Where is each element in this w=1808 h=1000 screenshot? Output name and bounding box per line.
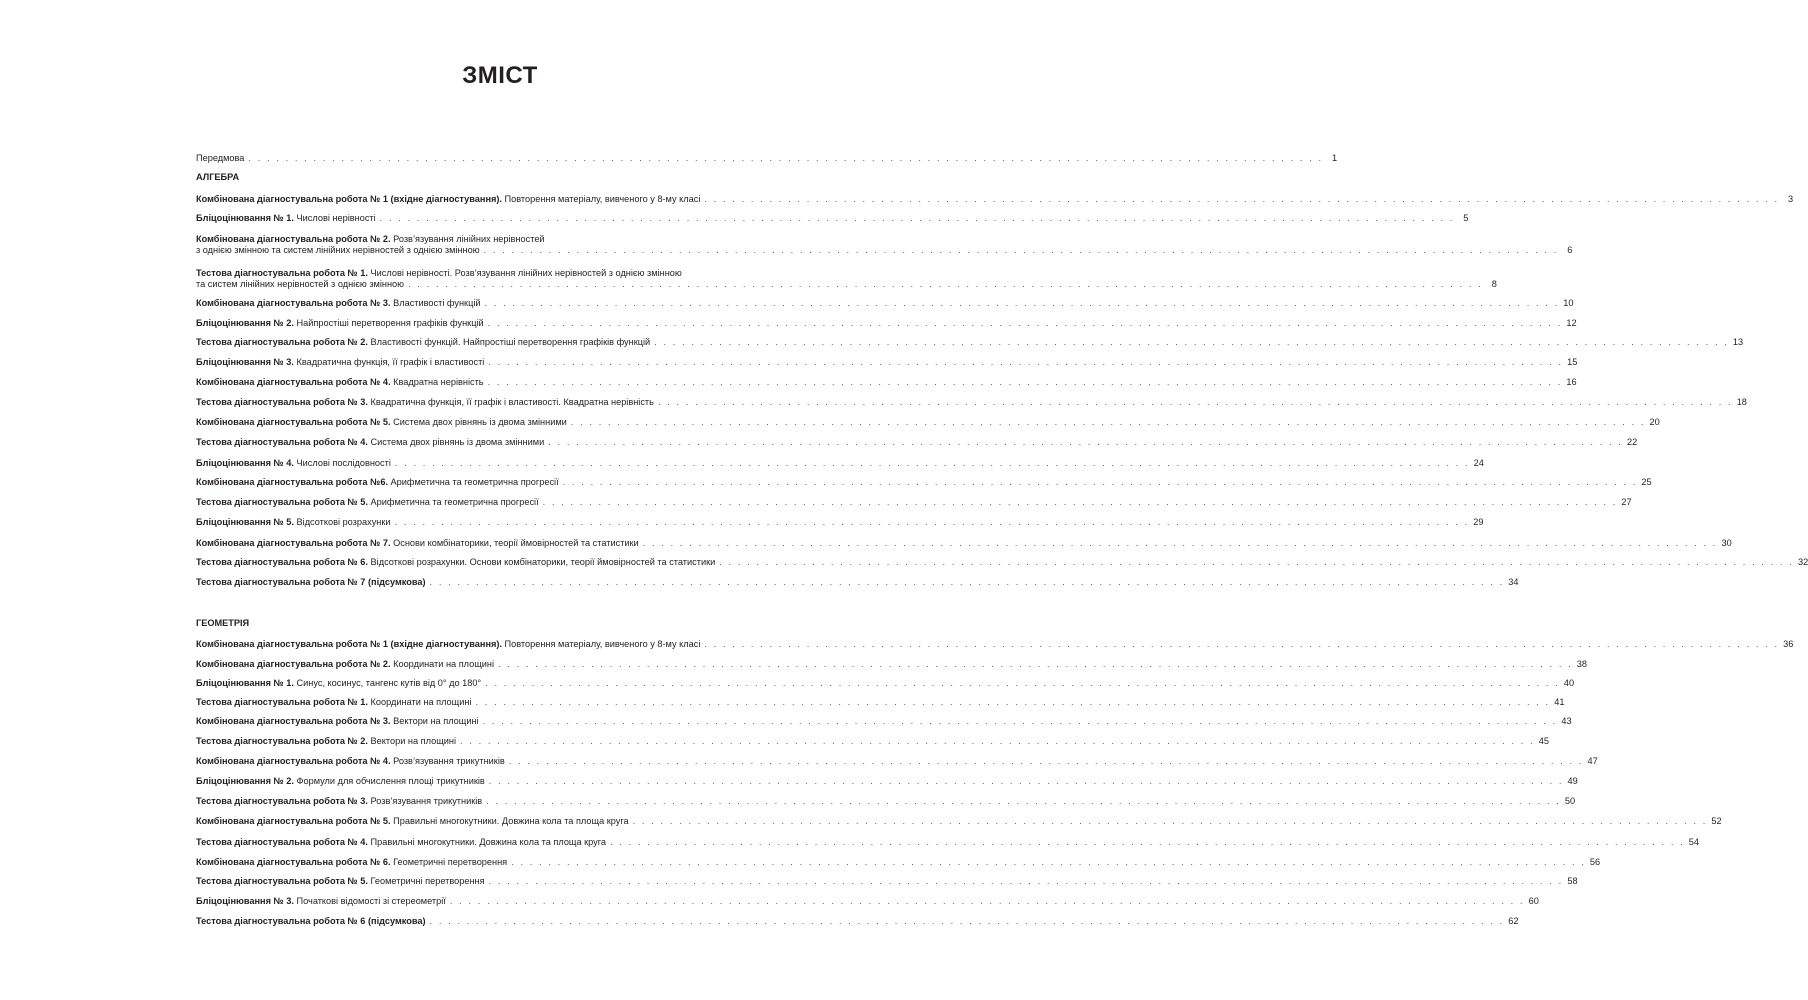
toc-entry-work: Комбінована діагностувальна робота № 4.	[196, 756, 391, 766]
toc-entry-topic: Квадратна нерівність	[390, 377, 484, 387]
toc-page-number: 43	[1561, 716, 1572, 726]
toc-entry[interactable]	[196, 337, 1744, 348]
toc-entry-topic: Властивості функцій. Найпростіші перетворення графіків функцій	[367, 337, 651, 347]
toc-entry-topic: Квадратична функція, її графік і властивості. Квадратна нерівність	[367, 397, 654, 407]
toc-entry[interactable]	[196, 736, 1549, 747]
toc-entry[interactable]	[196, 896, 1539, 907]
toc-page-number: 29	[1473, 517, 1484, 527]
toc-entry-label	[196, 837, 606, 848]
toc-entry-topic: Числові послідовності	[293, 458, 391, 468]
toc-entry[interactable]	[196, 458, 1484, 469]
dot-leader	[488, 377, 1563, 388]
toc-entry-work: Тестова діагностувальна робота № 3.	[196, 796, 368, 806]
toc-entry-label	[196, 397, 654, 408]
toc-page-number: 3	[1787, 194, 1794, 204]
toc-entry-label	[196, 517, 391, 528]
toc-entry-work: Комбінована діагностувальна робота № 1 (вхідне діагностування).	[196, 639, 502, 649]
dot-leader	[704, 639, 1779, 650]
toc-page-number: 40	[1563, 678, 1575, 688]
dot-leader	[248, 153, 1323, 164]
toc-entry-work: Комбінована діагностувальна робота № 1 (вхідне діагностування).	[196, 194, 502, 204]
toc-page-number: 27	[1621, 497, 1632, 507]
toc-entry-work: Бліцоцінювання № 2.	[196, 318, 294, 328]
toc-page-number: 10	[1563, 298, 1574, 308]
dot-leader	[610, 837, 1685, 848]
toc-entry-work: Бліцоцінювання № 1.	[196, 678, 294, 688]
toc-entry[interactable]	[196, 816, 1722, 827]
toc-entry-label	[196, 357, 484, 368]
toc-entry[interactable]	[196, 837, 1700, 848]
toc-entry-label	[196, 497, 539, 508]
toc-entry[interactable]	[196, 268, 1497, 290]
toc-entry-work: Тестова діагностувальна робота № 4.	[196, 437, 368, 447]
toc-entry-preface[interactable]	[196, 153, 1338, 164]
toc-entry[interactable]	[196, 577, 1519, 588]
toc-entry[interactable]	[196, 659, 1588, 670]
toc-entry-work: Бліцоцінювання № 1.	[196, 213, 294, 223]
toc-entry[interactable]	[196, 397, 1747, 408]
toc-entry-label	[196, 678, 481, 689]
toc-entry-topic: Синус, косинус, тангенс кутів від 0° до 180°	[293, 678, 482, 688]
dot-leader	[475, 697, 1550, 708]
toc-entry-topic: Розв’язування трикутників	[390, 756, 505, 766]
toc-page-number: 50	[1564, 796, 1576, 806]
toc-page-number: 47	[1587, 756, 1598, 766]
toc-entry[interactable]	[196, 377, 1577, 388]
toc-page-number: 8	[1491, 279, 1497, 289]
toc-entry[interactable]	[196, 639, 1794, 650]
toc-entry-label	[196, 896, 446, 907]
toc-entry[interactable]	[196, 194, 1794, 205]
toc-entry-work: Тестова діагностувальна робота № 6 (підсумкова)	[196, 916, 426, 926]
dot-leader	[483, 716, 1558, 727]
toc-page-number: 20	[1649, 417, 1660, 427]
toc-entry-label	[196, 377, 484, 388]
toc-entry-topic: Повторення матеріалу, вивченого у 8-му класі	[501, 194, 701, 204]
toc-page-number: 24	[1473, 458, 1484, 468]
toc-entry[interactable]	[196, 916, 1519, 927]
dot-leader	[543, 497, 1618, 508]
toc-page-number: 13	[1732, 337, 1744, 347]
toc-entry-topic: Координати на площині	[390, 659, 495, 669]
toc-entry-work: Бліцоцінювання № 5.	[196, 517, 294, 527]
toc-entry-label	[196, 857, 507, 868]
dot-leader	[509, 756, 1584, 767]
toc-entry-label	[196, 557, 715, 568]
toc-entry-label	[196, 318, 484, 329]
toc-entry[interactable]	[196, 497, 1632, 508]
toc-page-number: 16	[1566, 377, 1577, 387]
dot-leader	[489, 876, 1564, 887]
dot-leader	[395, 458, 1470, 469]
section-heading-geometry: ГЕОМЕТРІЯ	[196, 618, 250, 628]
toc-entry-work: Тестова діагностувальна робота № 2.	[196, 736, 368, 746]
toc-entry-label	[196, 577, 426, 588]
toc-entry-label	[196, 194, 700, 205]
toc-entry-label	[196, 816, 629, 827]
toc-entry-topic: Відсоткові розрахунки. Основи комбінаторики, теорії ймовірностей та статистики	[367, 557, 716, 567]
toc-entry-topic: Початкові відомості зі стереометрії	[293, 896, 446, 906]
dot-leader	[485, 678, 1560, 689]
toc-entry-label	[196, 298, 481, 309]
toc-entry-work: Бліцоцінювання № 3.	[196, 357, 294, 367]
toc-page-number: 12	[1566, 318, 1577, 328]
toc-page-number: 52	[1711, 816, 1722, 826]
toc-entry-topic: Основи комбінаторики, теорії ймовірностей та статистики	[390, 538, 639, 548]
toc-entry-label	[196, 639, 700, 650]
toc-entry-work: Комбінована діагностувальна робота № 5.	[196, 417, 391, 427]
toc-page-number: 58	[1567, 876, 1578, 886]
toc-entry-topic: Властивості функцій	[390, 298, 481, 308]
toc-entry[interactable]	[196, 796, 1576, 807]
toc-page-number: 18	[1736, 397, 1747, 407]
toc-entry-label	[196, 213, 376, 224]
toc-page-number: 22	[1626, 437, 1638, 447]
toc-entry-topic: Числові нерівності. Розв’язування лінійних нерівностей з однією змінною	[367, 268, 682, 278]
toc-entry[interactable]	[196, 857, 1601, 868]
toc-entry-label	[196, 417, 567, 428]
toc-page-number: 45	[1538, 736, 1549, 746]
toc-page-number: 62	[1508, 916, 1519, 926]
toc-entry-topic: Арифметична та геометрична прогресії	[367, 497, 539, 507]
toc-entry-work: Бліцоцінювання № 4.	[196, 458, 294, 468]
dot-leader	[704, 194, 1779, 205]
toc-entry-topic-continued: та систем лінійних нерівностей з однією змінною	[196, 279, 405, 289]
toc-entry-work: Комбінована діагностувальна робота №6.	[196, 477, 388, 487]
toc-entry-work: Тестова діагностувальна робота № 5.	[196, 497, 368, 507]
toc-entry-topic: Система двох рівнянь із двома змінними	[367, 437, 545, 447]
dot-leader	[380, 213, 1455, 224]
toc-entry[interactable]	[196, 678, 1575, 689]
dot-leader	[484, 245, 1559, 256]
toc-entry-work: Комбінована діагностувальна робота № 3.	[196, 298, 391, 308]
toc-entry-topic: Числові нерівності	[293, 213, 376, 223]
toc-entry[interactable]	[196, 437, 1638, 448]
toc-entry-topic: Квадратична функція, її графік і властивості	[293, 357, 485, 367]
toc-entry-topic: Арифметична та геометрична прогресії	[388, 477, 559, 487]
toc-entry-topic: Повторення матеріалу, вивченого у 8-му класі	[501, 639, 701, 649]
toc-page-number: 30	[1721, 538, 1732, 548]
toc-entry[interactable]	[196, 298, 1574, 309]
toc-page-number: 32	[1797, 557, 1808, 567]
dot-leader	[488, 318, 1563, 329]
toc-entry-work: Тестова діагностувальна робота № 7 (підсумкова)	[196, 577, 426, 587]
toc-entry-label	[196, 538, 639, 549]
toc-page-number: 36	[1783, 639, 1794, 649]
dot-leader	[430, 577, 1505, 588]
toc-entry[interactable]	[196, 517, 1484, 528]
toc-entry-topic: Відсоткові розрахунки	[293, 517, 391, 527]
toc-page-number: 34	[1508, 577, 1519, 587]
dot-leader	[571, 417, 1646, 428]
toc-entry-work: Тестова діагностувальна робота № 2.	[196, 337, 368, 347]
toc-entry-work: Комбінована діагностувальна робота № 7.	[196, 538, 391, 548]
toc-entry-work: Комбінована діагностувальна робота № 6.	[196, 857, 391, 867]
dot-leader	[719, 557, 1794, 568]
toc-entry-topic: Система двох рівнянь із двома змінними	[390, 417, 567, 427]
toc-entry-topic: Формули для обчислення площі трикутників	[293, 776, 485, 786]
dot-leader	[489, 776, 1564, 787]
toc-entry-label	[196, 776, 485, 787]
toc-entry-label	[196, 234, 545, 245]
dot-leader	[395, 517, 1470, 528]
toc-page-number: 6	[1567, 245, 1573, 255]
dot-leader	[430, 916, 1505, 927]
toc-entry[interactable]	[196, 318, 1577, 329]
toc-entry-label	[196, 736, 456, 747]
toc-entry[interactable]	[196, 357, 1578, 368]
toc-page-number: 5	[1463, 213, 1469, 223]
dot-leader	[485, 298, 1560, 309]
dot-leader	[486, 796, 1561, 807]
toc-entry-label	[196, 437, 544, 448]
toc-entry-work: Бліцоцінювання № 2.	[196, 776, 294, 786]
toc-entry-topic: Найпростіші перетворення графіків функцій	[293, 318, 484, 328]
toc-entry-label	[196, 477, 559, 488]
toc-entry[interactable]	[196, 417, 1660, 428]
toc-entry[interactable]	[196, 716, 1572, 727]
toc-entry-work: Тестова діагностувальна робота № 3.	[196, 397, 368, 407]
page-title: ЗМІСТ	[462, 62, 538, 89]
dot-leader	[643, 538, 1718, 549]
toc-entry[interactable]	[196, 776, 1578, 787]
toc-entry-topic: Вектори на площині	[390, 716, 479, 726]
toc-entry-label	[196, 659, 494, 670]
toc-entry-work: Тестова діагностувальна робота № 6.	[196, 557, 368, 567]
toc-entry-topic: Вектори на площині	[367, 736, 456, 746]
toc-entry-label	[196, 458, 391, 469]
toc-entry-work: Комбінована діагностувальна робота № 2.	[196, 234, 391, 244]
toc-entry-topic-continued: з однією змінною та систем лінійних нерівностей з однією змінною	[196, 245, 480, 255]
toc-entry-topic: Координати на площині	[367, 697, 472, 707]
toc-entry-label	[196, 697, 471, 708]
toc-entry-work: Комбінована діагностувальна робота № 5.	[196, 816, 391, 826]
toc-entry[interactable]	[196, 213, 1469, 224]
dot-leader	[498, 659, 1573, 670]
toc-entry[interactable]	[196, 756, 1598, 767]
toc-entry-label	[196, 796, 482, 807]
toc-entry-work: Комбінована діагностувальна робота № 4.	[196, 377, 391, 387]
toc-page-number: 15	[1567, 357, 1578, 367]
toc-entry[interactable]	[196, 477, 1652, 488]
toc-entry[interactable]	[196, 234, 1573, 256]
toc-entry-label: Передмова	[196, 153, 245, 163]
dot-leader	[658, 397, 1733, 408]
toc-entry-topic: Розв’язування трикутників	[367, 796, 483, 806]
toc-entry-work: Тестова діагностувальна робота № 1.	[196, 268, 368, 278]
toc-entry-work: Тестова діагностувальна робота № 4.	[196, 837, 368, 847]
dot-leader	[511, 857, 1586, 868]
toc-entry-label	[196, 756, 505, 767]
toc-entry-work: Бліцоцінювання № 3.	[196, 896, 294, 906]
toc-entry-topic: Правильні многокутники. Довжина кола та площа круга	[390, 816, 629, 826]
toc-entry[interactable]	[196, 538, 1732, 549]
toc-entry-work: Тестова діагностувальна робота № 1.	[196, 697, 368, 707]
dot-leader	[633, 816, 1708, 827]
toc-entry-topic: Розв’язування лінійних нерівностей	[390, 234, 545, 244]
toc-entry-topic: Правильні многокутники. Довжина кола та площа круга	[367, 837, 607, 847]
toc-page-number: 38	[1576, 659, 1588, 669]
dot-leader	[654, 337, 1729, 348]
toc-entry[interactable]	[196, 697, 1565, 708]
toc-page-number: 41	[1554, 697, 1565, 707]
dot-leader	[548, 437, 1623, 448]
dot-leader	[460, 736, 1535, 747]
toc-entry-work: Комбінована діагностувальна робота № 2.	[196, 659, 391, 669]
toc-entry[interactable]	[196, 876, 1578, 887]
toc-page-number: 25	[1641, 477, 1652, 487]
toc-entry-work: Комбінована діагностувальна робота № 3.	[196, 716, 391, 726]
toc-entry-label	[196, 337, 650, 348]
toc-entry-topic: Геометричні перетворення	[367, 876, 485, 886]
toc-entry-work: Тестова діагностувальна робота № 5.	[196, 876, 368, 886]
toc-page-number: 54	[1688, 837, 1700, 847]
dot-leader	[408, 279, 1483, 290]
dot-leader	[450, 896, 1525, 907]
section-heading-algebra: АЛГЕБРА	[196, 172, 240, 182]
toc-entry-label	[196, 916, 426, 927]
toc-page-number: 1	[1332, 153, 1338, 163]
toc-entry-topic: Геометричні перетворення	[390, 857, 508, 867]
toc-entry-label	[196, 876, 485, 887]
dot-leader	[563, 477, 1638, 488]
toc-page-number: 60	[1528, 896, 1539, 906]
toc-entry-label	[196, 268, 682, 279]
dot-leader	[488, 357, 1563, 368]
toc-entry-label	[196, 716, 479, 727]
toc-page-number: 56	[1589, 857, 1601, 867]
toc-entry[interactable]	[196, 557, 1808, 568]
toc-page-number: 49	[1567, 776, 1578, 786]
